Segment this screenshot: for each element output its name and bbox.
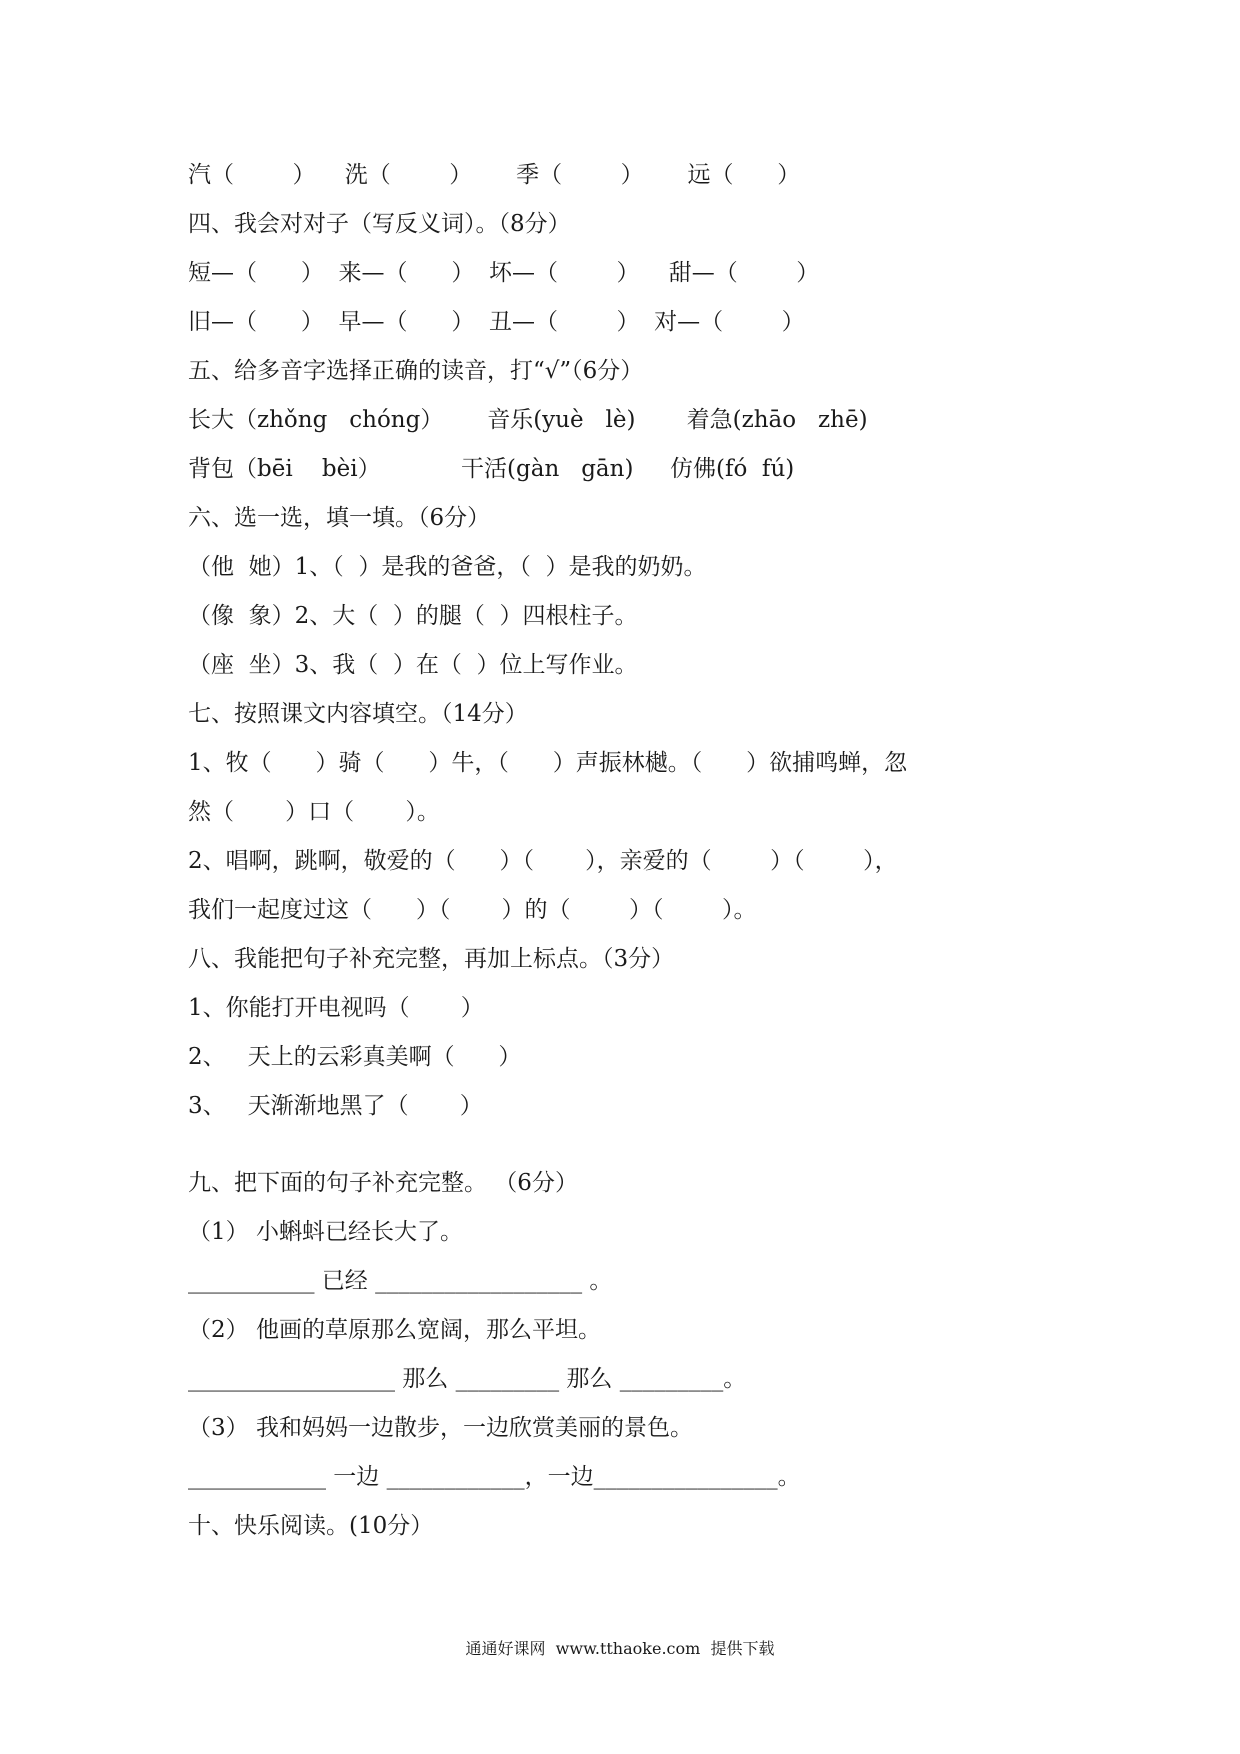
q9-heading: 九、把下面的句子补充完整。 （6分） — [188, 1170, 578, 1196]
q10-heading: 十、快乐阅读。(10分） — [188, 1513, 434, 1539]
q8-item-2: 2、 天上的云彩真美啊（ ） — [188, 1044, 522, 1070]
q5-heading: 五、给多音字选择正确的读音，打“√”（6分） — [188, 358, 644, 384]
q7-item-2-line-1: 2、唱啊，跳啊，敬爱的（ ）（ ），亲爱的（ ）（ ）， — [188, 848, 898, 874]
q3-line-chars: 汽（ ） 洗（ ） 季（ ） 远（ ） — [188, 162, 801, 188]
q6-item-3: （座 坐）3、我（ ）在（ ）位上写作业。 — [188, 652, 638, 678]
q5-pinyin-row-2: 背包（bēi bèi） 干活(gàn gān) 仿佛(fó fú) — [188, 456, 795, 482]
q7-item-2-line-2: 我们一起度过这（ ）（ ）的（ ）（ ）。 — [188, 897, 757, 923]
q8-heading: 八、我能把句子补充完整，再加上标点。（3分） — [188, 946, 675, 972]
page-footer: 通通好课网 www.tthaoke.com 提供下载 — [465, 1639, 775, 1658]
q9-item-1-sentence: （1） 小蝌蚪已经长大了。 — [188, 1219, 463, 1245]
q7-heading: 七、按照课文内容填空。（14分） — [188, 701, 528, 727]
q7-item-1-line-1: 1、牧（ ）骑（ ）牛，（ ）声振林樾。（ ）欲捕鸣蝉，忽 — [188, 750, 908, 776]
q4-antonyms-row-1: 短—（ ） 来—（ ） 坏—（ ） 甜—（ ） — [188, 260, 820, 286]
q9-item-1-blanks: ___________ 已经 __________________ 。 — [188, 1268, 613, 1294]
q8-item-1: 1、你能打开电视吗（ ） — [188, 995, 484, 1021]
q9-item-3-sentence: （3） 我和妈妈一边散步，一边欣赏美丽的景色。 — [188, 1415, 693, 1441]
q9-item-2-sentence: （2） 他画的草原那么宽阔，那么平坦。 — [188, 1317, 601, 1343]
q7-item-1-line-2: 然（ ）口（ ）。 — [188, 799, 440, 825]
q8-item-3: 3、 天渐渐地黑了（ ） — [188, 1093, 483, 1119]
q4-antonyms-row-2: 旧—（ ） 早—（ ） 丑—（ ） 对—（ ） — [188, 309, 805, 335]
q4-heading: 四、我会对对子（写反义词）。（8分） — [188, 211, 571, 237]
q6-heading: 六、选一选，填一填。（6分） — [188, 505, 491, 531]
q9-item-3-blanks: ____________ 一边 ____________，一边________________。 — [188, 1464, 801, 1490]
q6-item-1: （他 她）1、（ ）是我的爸爸，（ ）是我的奶奶。 — [188, 554, 707, 580]
q5-pinyin-row-1: 长大（zhǒng chóng） 音乐(yuè lè) 着急(zhāo zhē) — [188, 407, 868, 433]
q9-item-2-blanks: __________________ 那么 _________ 那么 _________。 — [188, 1366, 747, 1392]
q6-item-2: （像 象）2、大（ ）的腿（ ）四根柱子。 — [188, 603, 638, 629]
